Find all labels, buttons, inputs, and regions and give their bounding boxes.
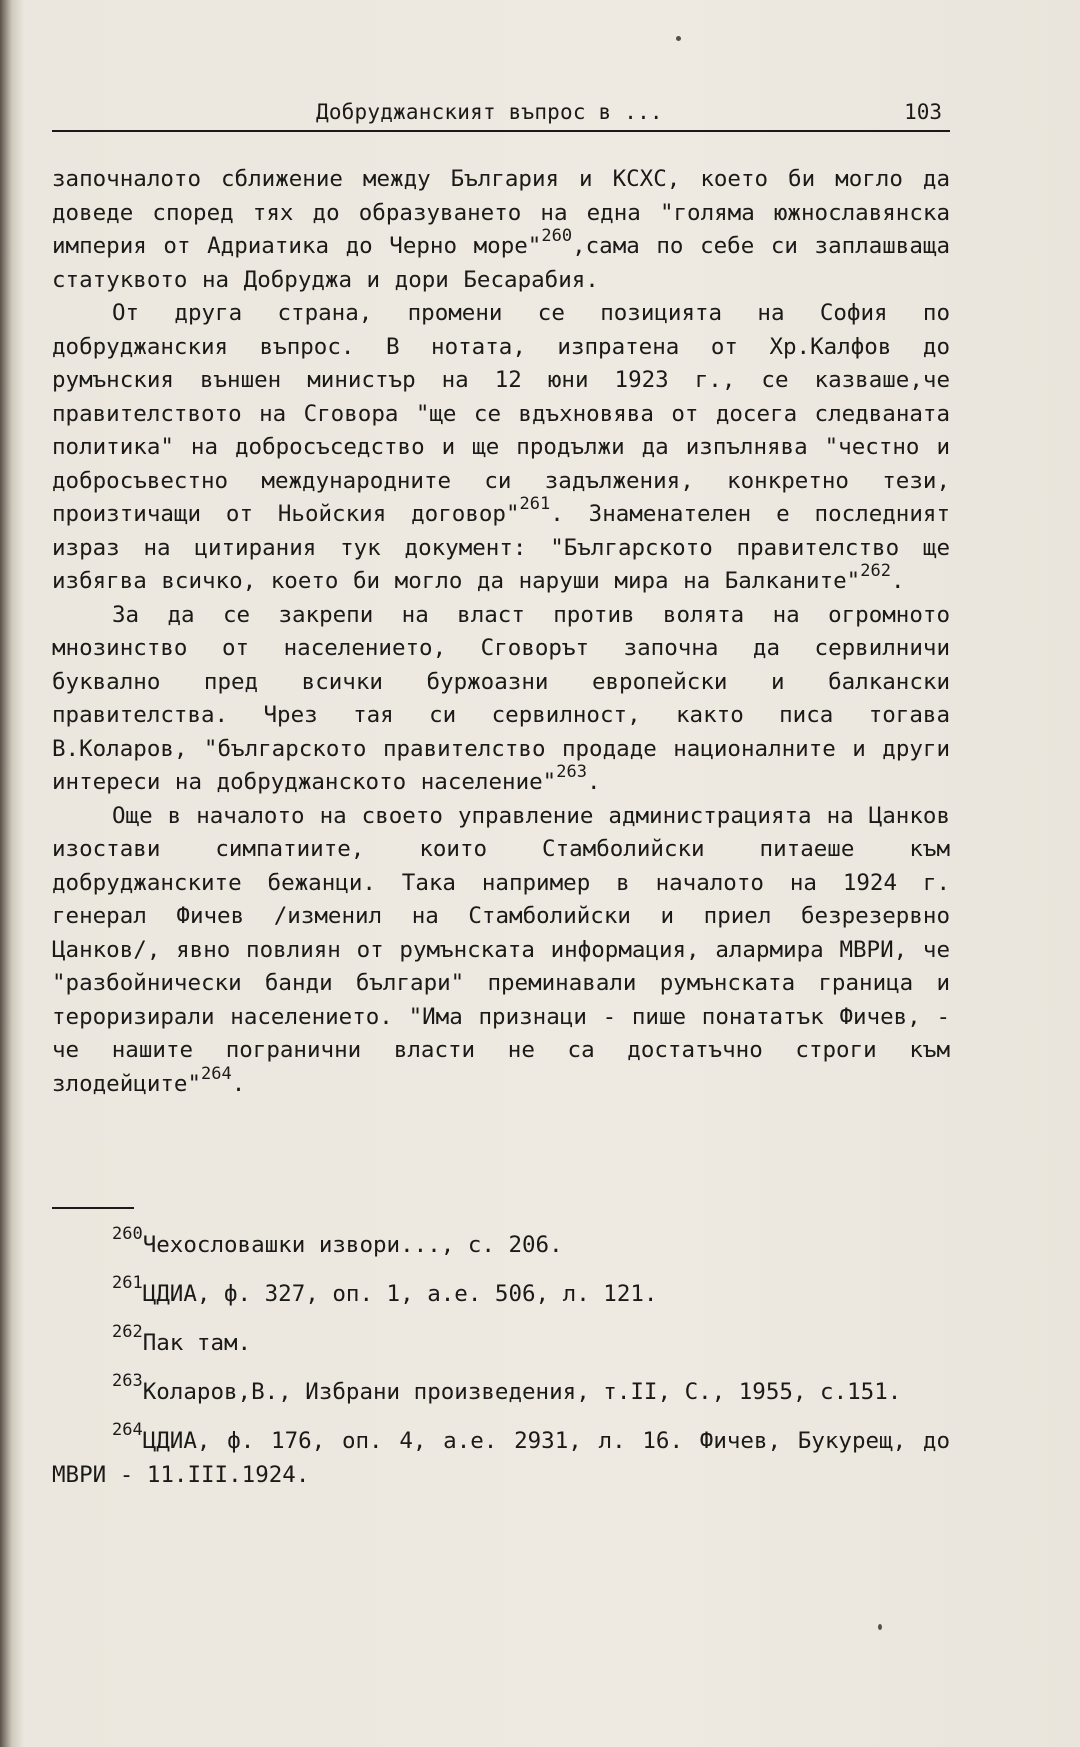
- paragraph-2-tail: .: [890, 568, 905, 594]
- paragraph-1-text: започналото сближение между България и КСХС, което би могло да доведе според тях до образуването на една "голяма южнославянска империя от Адриатика до Черно море": [52, 166, 950, 259]
- paragraph-3-tail: .: [586, 769, 601, 795]
- paragraph-3-text: За да се закрепи на власт против волята на огромното мнозинство от населението, Сговорът започна да сервилничи буквално пред всички буржоазни европейски и балкански правителства. Чрез тая си сервилност, както писа тогава В.Коларов, "българското правителство продаде националните и други интереси на добруджанското население": [52, 601, 950, 795]
- footnote-number: 261: [112, 1273, 143, 1293]
- paragraph-2-text-a: От друга страна, промени се позицията на София по добруджанския въпрос. В нотата, изпратена от Хр.Калфов до румънския външен министър на 12 юни 1923 г., се казваше,че правителството на Сговора "ще се вдъхновява от досега следваната политика" на добросъседство и ще продължи да изпълнява "честно и добросъвестно международните си задължения, конкретно тези, произтичащи от Ньойския договор": [52, 300, 950, 527]
- footnote-ref-262: 262: [860, 561, 891, 581]
- footnote-text: ЦДИА, ф. 176, оп. 4, а.е. 2931, л. 16. Фичев, Букурещ, до МВРИ - 11.III.1924.: [52, 1428, 950, 1488]
- footnote-text: Пак там.: [142, 1330, 252, 1356]
- footnote-260: [52, 1224, 950, 1262]
- paragraph-2-text-b: . Знаменателен е последният израз на цитирания тук документ: "Българското правителство ще избягва всичко, което би могло да наруши мира на Балканите": [52, 501, 950, 594]
- page-number: 103: [904, 100, 942, 124]
- footnote-number: 260: [112, 1224, 143, 1244]
- footnote-262: [52, 1322, 950, 1360]
- footnote-ref-264: 264: [201, 1063, 232, 1084]
- paragraph-4: [52, 800, 950, 1102]
- paragraph-4-text: Още в началото на своето управление администрацията на Цанков изостави симпатиите, които Стамболийски питаеше към добруджанските бежанци. Така например в началото на 1924 г. генерал Фичев /изменил на Стамболийски и приел безрезервно Цанков/, явно повлиян от румънската информация, алармира МВРИ, че "разбойнически банди българи" преминавали румънската граница и тероризирали населението. "Има признаци - пише понататък Фичев, - че нашите погранични власти не са достатъчно строги към злодейците": [52, 802, 950, 1097]
- paragraph-1-tail: ,сама по себе си заплашваща статуквото на Добруджа и дори Бесарабия.: [52, 233, 950, 293]
- footnote-264: [52, 1420, 950, 1492]
- footnote-text: Коларов,В., Избрани произведения, т.II, С., 1955, с.151.: [142, 1379, 902, 1405]
- running-title: Добруджанският въпрос в ...: [316, 100, 663, 124]
- footnote-text: ЦДИА, ф. 327, оп. 1, а.е. 506, л. 121.: [142, 1281, 658, 1307]
- footnote-ref-260: 260: [541, 226, 573, 246]
- running-header: [52, 98, 950, 132]
- scan-speck: [676, 36, 681, 41]
- footnote-number: 263: [112, 1371, 143, 1391]
- scan-speck: [878, 1624, 882, 1630]
- footnote-text: Чехословашки извори..., с. 206.: [142, 1232, 563, 1258]
- main-text: [52, 163, 950, 1101]
- footnote-261: [52, 1273, 950, 1311]
- paragraph-3: [52, 599, 950, 800]
- footnote-263: [52, 1371, 950, 1409]
- footnote-ref-263: 263: [556, 762, 587, 782]
- footnote-ref-261: 261: [519, 494, 551, 514]
- footnote-separator: [52, 1207, 134, 1209]
- paragraph-4-tail: .: [231, 1070, 246, 1097]
- paragraph-2: [52, 297, 950, 599]
- footnote-number: 264: [112, 1420, 143, 1440]
- footnote-number: 262: [112, 1322, 143, 1342]
- paragraph-1: [52, 163, 950, 297]
- footnotes: [52, 1224, 950, 1507]
